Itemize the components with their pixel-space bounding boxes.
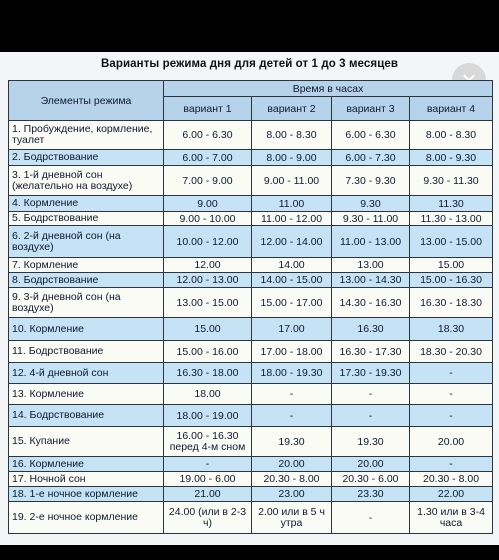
cell-variant-2: 23.00: [252, 487, 332, 502]
cell-variant-2: 8.00 - 9.00: [252, 150, 332, 166]
cell-variant-1: 12.00 - 13.00: [164, 273, 252, 288]
row-element: 17. Ночной сон: [9, 472, 164, 487]
table-row: [9, 427, 493, 457]
status-bar-area: [0, 0, 499, 52]
header-variant-1: вариант 1: [164, 97, 252, 121]
cell-variant-1: 10.00 - 12.00: [164, 226, 252, 258]
row-element: 5. Бодрствование: [9, 212, 164, 226]
row-element: 6. 2-й дневной сон (на воздухе): [9, 226, 164, 258]
row-element: 12. 4-й дневной сон: [9, 363, 164, 384]
cell-variant-1: 21.00: [164, 487, 252, 502]
cell-variant-4: 15.00 - 16.30: [410, 273, 493, 288]
cell-variant-2: 9.00 - 11.00: [252, 166, 332, 196]
cell-variant-4: 18.30: [410, 318, 493, 341]
cell-variant-2: -: [252, 384, 332, 405]
cell-variant-3: 7.30 - 9.30: [332, 166, 410, 196]
cell-variant-3: 16.30 - 17.30: [332, 341, 410, 363]
cell-variant-1: 19.00 - 6.00: [164, 472, 252, 487]
cell-variant-2: 14.00 - 15.00: [252, 273, 332, 288]
cell-variant-3: 9.30: [332, 196, 410, 212]
cell-variant-4: -: [410, 363, 493, 384]
cell-variant-3: 17.30 - 19.30: [332, 363, 410, 384]
row-element: 1. Пробуждение, кормление, туалет: [9, 121, 164, 150]
row-element: 18. 1-е ночное кормление: [9, 487, 164, 502]
cell-variant-4: -: [410, 405, 493, 427]
cell-variant-2: -: [252, 405, 332, 427]
cell-variant-4: 8.00 - 9.30: [410, 150, 493, 166]
cell-variant-3: 23.30: [332, 487, 410, 502]
cell-variant-4: 16.30 - 18.30: [410, 288, 493, 318]
cell-variant-4: 9.30 - 11.30: [410, 166, 493, 196]
header-elements: Элементы режима: [9, 81, 164, 121]
table-row: [9, 341, 493, 363]
cell-variant-1: 15.00: [164, 318, 252, 341]
cell-variant-4: 11.30: [410, 196, 493, 212]
header-variant-3: вариант 3: [332, 97, 410, 121]
table-row: [9, 273, 493, 288]
cell-variant-2: 11.00 - 12.00: [252, 212, 332, 226]
table-row: [9, 457, 493, 472]
cell-variant-1: 12.00: [164, 258, 252, 273]
header-variant-4: вариант 4: [410, 97, 493, 121]
table-row: [9, 212, 493, 226]
cell-variant-2: 19.30: [252, 427, 332, 457]
row-element: 4. Кормление: [9, 196, 164, 212]
table-row: [9, 502, 493, 534]
cell-variant-3: -: [332, 502, 410, 534]
table-row: [9, 405, 493, 427]
cell-variant-2: 17.00 - 18.00: [252, 341, 332, 363]
cell-variant-2: 12.00 - 14.00: [252, 226, 332, 258]
row-element: 13. Кормление: [9, 384, 164, 405]
cell-variant-1: 24.00 (или в 2-3 ч): [164, 502, 252, 534]
table-row: [9, 363, 493, 384]
table-row: [9, 472, 493, 487]
row-element: 8. Бодрствование: [9, 273, 164, 288]
header-variant-2: вариант 2: [252, 97, 332, 121]
bottom-bar-area: [0, 545, 499, 560]
table-row: [9, 196, 493, 212]
table-row: [9, 226, 493, 258]
cell-variant-1: 15.00 - 16.00: [164, 341, 252, 363]
schedule-table: [8, 80, 493, 534]
cell-variant-1: 9.00 - 10.00: [164, 212, 252, 226]
cell-variant-3: 13.00 - 14.30: [332, 273, 410, 288]
cell-variant-3: 14.30 - 16.30: [332, 288, 410, 318]
cell-variant-3: -: [332, 405, 410, 427]
row-element: 7. Кормление: [9, 258, 164, 273]
cell-variant-2: 17.00: [252, 318, 332, 341]
cell-variant-3: 9.30 - 11.00: [332, 212, 410, 226]
row-element: 19. 2-е ночное кормление: [9, 502, 164, 534]
cell-variant-2: 18.00 - 19.30: [252, 363, 332, 384]
row-element: 9. 3-й дневной сон (на воздухе): [9, 288, 164, 318]
table-row: [9, 150, 493, 166]
cell-variant-4: 1.30 или в 3-4 часа: [410, 502, 493, 534]
table-row: [9, 487, 493, 502]
cell-variant-4: 8.00 - 8.30: [410, 121, 493, 150]
table-row: [9, 384, 493, 405]
cell-variant-4: -: [410, 384, 493, 405]
cell-variant-3: 20.00: [332, 457, 410, 472]
cell-variant-1: 6.00 - 6.30: [164, 121, 252, 150]
table-row: [9, 121, 493, 150]
cell-variant-1: 7.00 - 9.00: [164, 166, 252, 196]
cell-variant-1: 16.00 - 16.30 перед 4-м сном: [164, 427, 252, 457]
cell-variant-3: 6.00 - 6.30: [332, 121, 410, 150]
cell-variant-3: 19.30: [332, 427, 410, 457]
cell-variant-4: 11.30 - 13.00: [410, 212, 493, 226]
table-row: [9, 288, 493, 318]
cell-variant-1: 16.30 - 18.00: [164, 363, 252, 384]
table-row: [9, 258, 493, 273]
row-element: 11. Бодрствование: [9, 341, 164, 363]
cell-variant-3: 6.00 - 7.30: [332, 150, 410, 166]
cell-variant-2: 20.00: [252, 457, 332, 472]
cell-variant-4: 13.00 - 15.00: [410, 226, 493, 258]
cell-variant-4: 18.30 - 20.30: [410, 341, 493, 363]
cell-variant-1: 6.00 - 7.00: [164, 150, 252, 166]
cell-variant-4: -: [410, 457, 493, 472]
cell-variant-3: 20.30 - 6.00: [332, 472, 410, 487]
cell-variant-2: 15.00 - 17.00: [252, 288, 332, 318]
cell-variant-1: 9.00: [164, 196, 252, 212]
cell-variant-1: -: [164, 457, 252, 472]
cell-variant-4: 20.30 - 8.00: [410, 472, 493, 487]
table-row: [9, 318, 493, 341]
cell-variant-2: 8.00 - 8.30: [252, 121, 332, 150]
cell-variant-4: 15.00: [410, 258, 493, 273]
cell-variant-2: 14.00: [252, 258, 332, 273]
row-element: 2. Бодрствование: [9, 150, 164, 166]
row-element: 16. Кормление: [9, 457, 164, 472]
row-element: 3. 1-й дневной сон (желательно на воздухе): [9, 166, 164, 196]
header-time: Время в часах: [164, 81, 493, 97]
cell-variant-3: 11.00 - 13.00: [332, 226, 410, 258]
row-element: 10. Кормление: [9, 318, 164, 341]
cell-variant-4: 22.00: [410, 487, 493, 502]
cell-variant-3: -: [332, 384, 410, 405]
cell-variant-3: 16.30: [332, 318, 410, 341]
document-image: [0, 52, 499, 545]
table-row: [9, 166, 493, 196]
row-element: 15. Купание: [9, 427, 164, 457]
row-element: 14. Бодрствование: [9, 405, 164, 427]
cell-variant-1: 13.00 - 15.00: [164, 288, 252, 318]
cell-variant-4: 20.00: [410, 427, 493, 457]
cell-variant-2: 2.00 или в 5 ч утра: [252, 502, 332, 534]
cell-variant-2: 11.00: [252, 196, 332, 212]
cell-variant-3: 13.00: [332, 258, 410, 273]
cell-variant-1: 18.00 - 19.00: [164, 405, 252, 427]
cell-variant-2: 20.30 - 8.00: [252, 472, 332, 487]
document-title: Варианты режима дня для детей от 1 до 3 месяцев: [100, 58, 399, 70]
cell-variant-1: 18.00: [164, 384, 252, 405]
